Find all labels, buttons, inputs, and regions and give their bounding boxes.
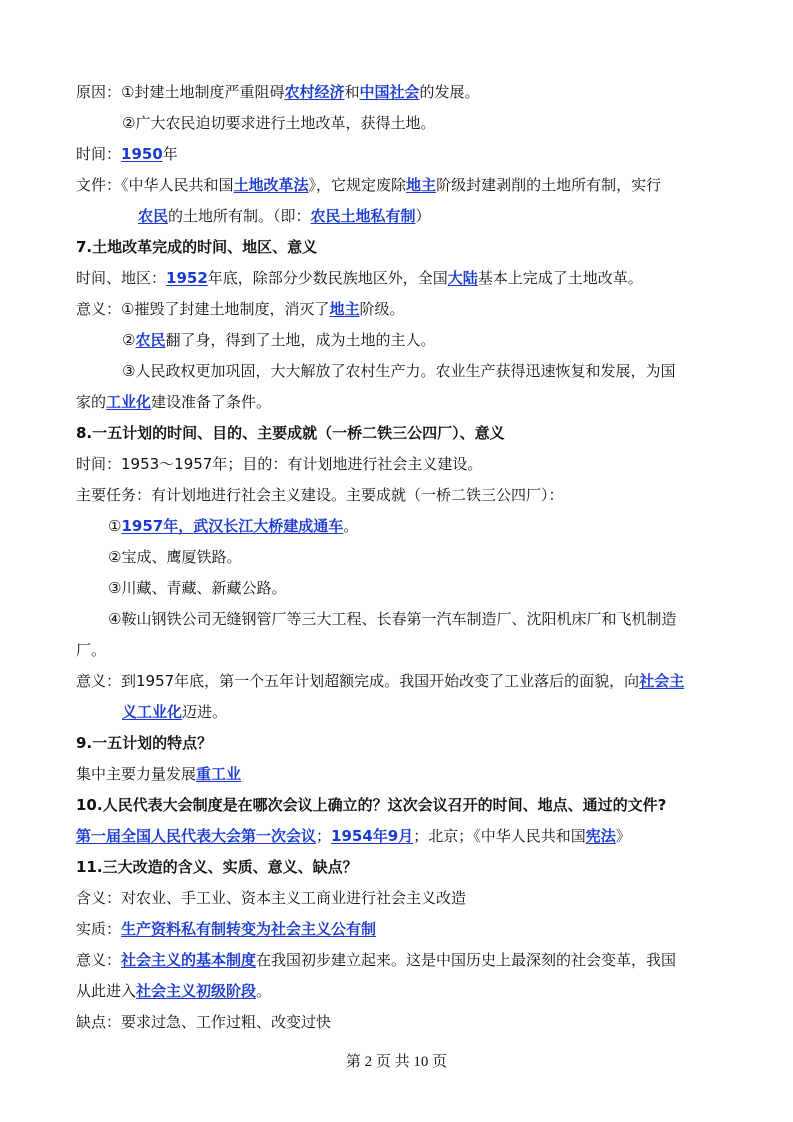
text-line-definition <box>76 883 466 913</box>
text-line-feature <box>76 759 241 789</box>
key-term: 1957年 <box>121 517 179 535</box>
text-segment: ④鞍山钢铁公司无缝钢管厂等三大工程、长春第一汽车制造厂、沈阳机床厂和飞机制造 <box>108 610 677 628</box>
text-line-document-cont <box>138 201 431 231</box>
text-line-significance-cont <box>76 976 271 1006</box>
key-term: 重工业 <box>196 765 242 783</box>
heading-7 <box>76 232 317 262</box>
key-term: 社会主义初级阶段 <box>136 982 257 1000</box>
heading-10 <box>76 790 666 820</box>
text-segment: 从此进入 <box>76 982 137 1000</box>
heading-8 <box>76 418 505 448</box>
text-segment: 》，它规定废除 <box>308 176 407 194</box>
key-term: 农村经济 <box>284 83 345 101</box>
text-segment: 。 <box>343 517 359 535</box>
text-segment: 时间、地区： <box>76 269 167 287</box>
text-segment: ②宝成、鹰厦铁路。 <box>108 548 242 566</box>
heading-11 <box>76 852 358 882</box>
text-line-achievement-3 <box>108 573 286 603</box>
text-line-time-region <box>76 263 643 293</box>
text-segment: 主要任务：有计划地进行社会主义建设。主要成就（一桥二铁三公四厂）： <box>76 486 564 504</box>
text-line-main-task <box>76 480 564 510</box>
page-footer: 第 2 页 共 10 页 <box>345 1054 448 1070</box>
text-segment: 9.一五计划的特点？ <box>76 734 213 752</box>
key-term: 大陆 <box>447 269 478 287</box>
key-term: 1954年9月 <box>331 827 414 845</box>
key-term: 社会主 <box>639 672 685 690</box>
key-term: 1950 <box>121 145 163 163</box>
key-term: 农民土地私有制 <box>310 207 416 225</box>
text-line-essence <box>76 914 376 944</box>
text-segment: 基本上完成了土地改革。 <box>477 269 643 287</box>
heading-9 <box>76 728 212 758</box>
text-segment: 年 <box>162 145 178 163</box>
text-segment: 》 <box>615 827 631 845</box>
text-segment: 时间： <box>76 145 122 163</box>
text-segment: 7.土地改革完成的时间、地区、意义 <box>76 238 318 256</box>
key-term: 社会主义的基本制度 <box>121 951 257 969</box>
text-segment: ③川藏、青藏、新藏公路。 <box>108 579 287 597</box>
text-line-time-purpose <box>76 449 482 479</box>
text-segment: ；北京；《中华人民共和国 <box>413 827 586 845</box>
key-term: ， <box>178 517 194 535</box>
text-line-significance <box>76 945 676 975</box>
text-line-time <box>76 139 178 169</box>
text-segment: 家的 <box>76 393 107 411</box>
text-segment: 年底，除部分少数民族地区外，全国 <box>207 269 448 287</box>
text-segment: 11.三大改造的含义、实质、意义、缺点？ <box>76 858 358 876</box>
text-line-meaning-1 <box>76 294 404 324</box>
key-term: 第一届全国人民代表大会第一次会议 <box>76 827 317 845</box>
text-segment: 10.人民代表大会制度是在哪次会议上确立的？这次会议召开的时间、地点、通过的文件? <box>76 796 667 814</box>
text-segment: 8.一五计划的时间、目的、主要成就（一桥二铁三公四厂）、意义 <box>76 424 505 442</box>
text-line-document <box>76 170 661 200</box>
text-line-cause-1 <box>76 77 480 107</box>
key-term: 工业化 <box>106 393 152 411</box>
text-segment: 建设准备了条件。 <box>151 393 272 411</box>
text-line-meaning-3-cont <box>76 387 271 417</box>
text-line-meaning-3 <box>122 356 675 386</box>
text-segment: 时间：1953～1957年；目的：有计划地进行社会主义建设。 <box>76 455 483 473</box>
text-line-achievement-4-cont <box>76 635 106 665</box>
text-segment: 意义：到1957年底，第一个五年计划超额完成。我国开始改变了工业落后的面貌，向 <box>76 672 640 690</box>
text-segment: 翻了身，得到了土地，成为土地的主人。 <box>165 331 436 349</box>
text-segment: 在我国初步建立起来。这是中国历史上最深刻的社会变革，我国 <box>256 951 677 969</box>
text-segment: 文件：《中华人民共和国 <box>76 176 234 194</box>
text-segment: 意义： <box>76 951 122 969</box>
text-segment: 阶级。 <box>359 300 405 318</box>
key-term: 农民 <box>138 207 169 225</box>
text-line-fyp-meaning-cont <box>122 697 227 727</box>
key-term: 土地改革法 <box>233 176 309 194</box>
key-term: 宪法 <box>585 827 616 845</box>
key-term: 义工业化 <box>122 703 183 721</box>
text-segment: ） <box>415 207 431 225</box>
text-line-congress <box>76 821 631 851</box>
text-segment: 意义：①摧毁了封建土地制度，消灭了 <box>76 300 330 318</box>
text-segment: 阶级封建剥削的土地所有制，实行 <box>436 176 662 194</box>
text-segment: 厂。 <box>76 641 107 659</box>
text-segment: ； <box>316 827 332 845</box>
text-segment: 的发展。 <box>419 83 480 101</box>
key-term: 生产资料私有制转变为社会主义公有制 <box>121 920 377 938</box>
text-line-achievement-4 <box>108 604 676 634</box>
key-term: 1952 <box>166 269 208 287</box>
text-line-meaning-2 <box>122 325 435 355</box>
key-term: 地主 <box>329 300 360 318</box>
text-segment: ② <box>122 331 136 349</box>
text-segment: ②广大农民迫切要求进行土地改革，获得土地。 <box>122 114 436 132</box>
text-segment: 迈进。 <box>182 703 228 721</box>
text-segment: ③人民政权更加巩固，大大解放了农村生产力。农业生产获得迅速恢复和发展，为国 <box>122 362 676 380</box>
text-segment: 。 <box>256 982 272 1000</box>
key-term: 武汉长江大桥建成通车 <box>193 517 344 535</box>
text-segment: 原因：①封建土地制度严重阻碍 <box>76 83 285 101</box>
text-segment: 缺点：要求过急、工作过粗、改变过快 <box>76 1013 332 1031</box>
key-term: 地主 <box>406 176 437 194</box>
text-line-fyp-meaning <box>76 666 684 696</box>
text-segment: 含义：对农业、手工业、资本主义工商业进行社会主义改造 <box>76 889 467 907</box>
text-segment: ① <box>108 517 122 535</box>
text-segment: 的土地所有制。（即： <box>168 207 311 225</box>
text-line-achievement-2 <box>108 542 241 572</box>
text-segment: 实质： <box>76 920 122 938</box>
key-term: 中国社会 <box>359 83 420 101</box>
text-segment: 和 <box>344 83 360 101</box>
text-segment: 集中主要力量发展 <box>76 765 197 783</box>
text-line-achievement-1 <box>108 511 358 541</box>
key-term: 农民 <box>135 331 166 349</box>
text-line-cause-2 <box>122 108 435 138</box>
text-line-shortcoming <box>76 1007 331 1037</box>
